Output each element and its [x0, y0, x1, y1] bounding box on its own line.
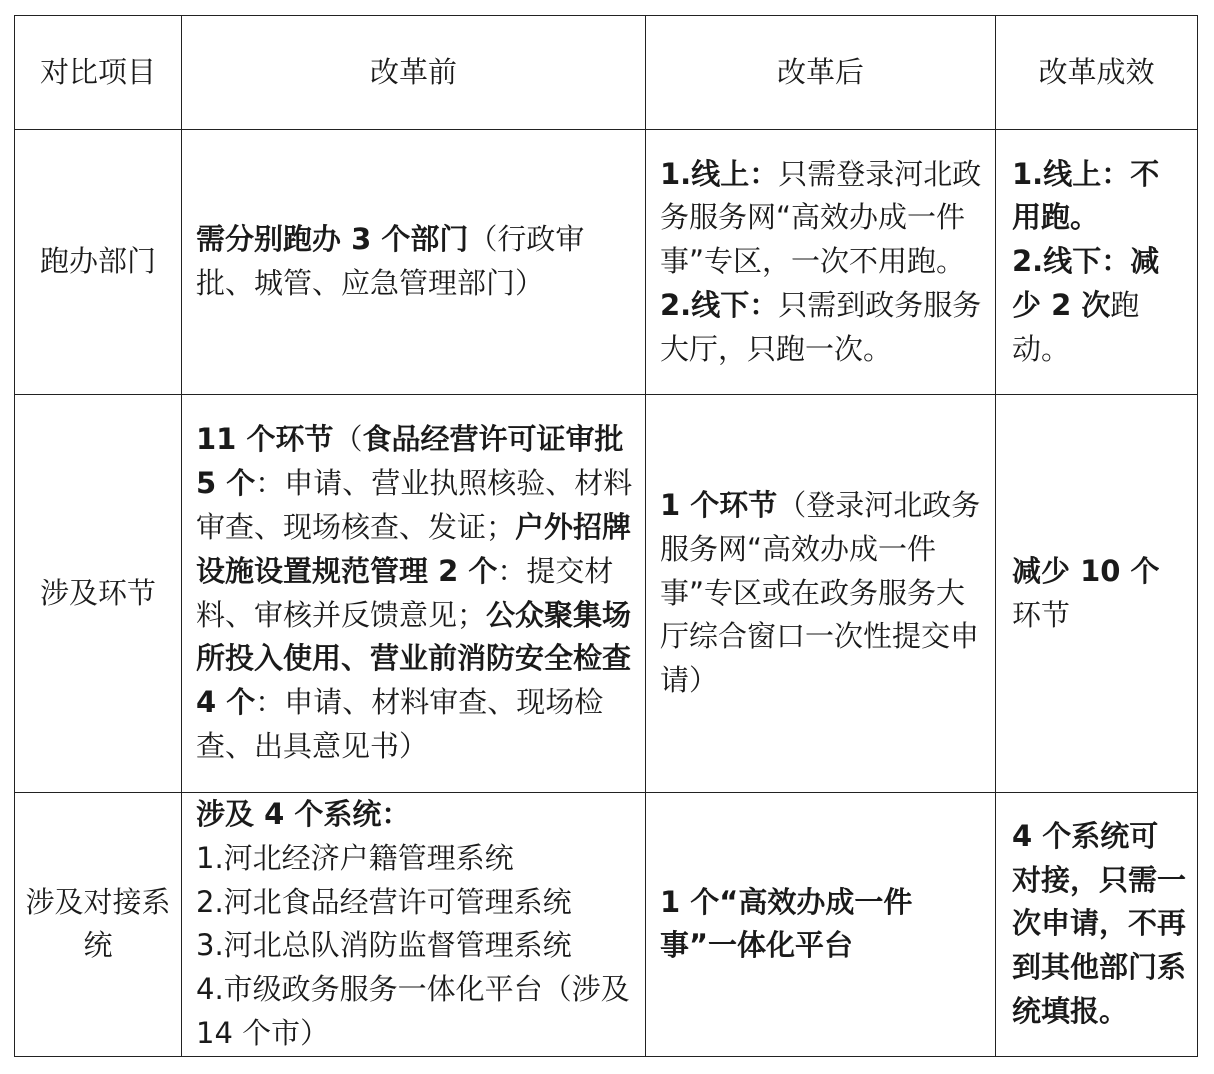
header-after: 改革后 — [646, 16, 996, 130]
after-offline-text: 只需到政务服务大厅，只跑一次。 — [660, 287, 982, 366]
effect-cell — [996, 793, 1198, 1057]
header-row — [15, 16, 1198, 130]
comparison-table — [14, 15, 1198, 1057]
before-seg: 公众聚集场所投入使用、营业前消防安全检查 4 个 — [196, 597, 632, 720]
after-cell — [646, 395, 996, 793]
effect-cell — [996, 130, 1198, 395]
before-text: （行政审批、城管、应急管理部门） — [196, 222, 585, 300]
effect-bold: 4 个系统可对接，只需一次申请，不再到其他部门系统填报。 — [1012, 818, 1187, 1029]
after-cell — [646, 130, 996, 395]
effect-offline-text: 跑动。 — [1012, 287, 1140, 366]
before-seg: ：提交材料、审核并反馈意见； — [196, 553, 614, 632]
table-row-steps — [15, 395, 1198, 793]
after-bold: 1 个环节 — [660, 488, 778, 522]
effect-offline-bold: 2.线下：减少 2 次 — [1012, 244, 1160, 322]
row-label: 跑办部门 — [15, 130, 182, 395]
before-cell — [182, 395, 646, 793]
table-row-departments — [15, 130, 1198, 395]
table-row-systems — [15, 793, 1198, 1057]
list-item: 3.河北总队消防监督管理系统 — [196, 928, 572, 963]
header-effect: 改革成效 — [996, 16, 1198, 130]
before-seg: 户外招牌设施设置规范管理 2 个 — [196, 509, 632, 588]
row-label: 涉及对接系统 — [15, 793, 182, 1057]
effect-text: 环节 — [1012, 597, 1071, 632]
after-offline — [660, 284, 985, 372]
before-bold: 需分别跑办 3 个部门 — [196, 222, 469, 257]
after-offline-label: 2.线下： — [660, 287, 779, 322]
before-seg: 食品经营许可证审批 5 个 — [196, 422, 624, 501]
effect-offline — [1012, 240, 1187, 371]
list-item: 2.河北食品经营许可管理系统 — [196, 884, 572, 919]
list-item: 4.市级政务服务一体化平台（涉及 14 个市） — [196, 972, 630, 1050]
effect-cell — [996, 395, 1198, 793]
effect-online-text: 1.线上：不用跑。 — [1012, 156, 1160, 235]
before-seg: 11 个环节 — [196, 422, 334, 457]
before-cell — [182, 130, 646, 395]
before-seg: ：申请、营业执照核验、材料审查、现场核查、发证； — [196, 466, 633, 544]
list-item: 1.河北经济户籍管理系统 — [196, 840, 514, 875]
before-cell — [182, 793, 646, 1057]
header-compare-item: 对比项目 — [15, 16, 182, 130]
before-seg: ：申请、材料审查、现场检查、出具意见书） — [196, 685, 604, 763]
after-bold: 1 个“高效办成一件事”一体化平台 — [660, 884, 913, 963]
effect-bold: 减少 10 个 — [1012, 553, 1160, 588]
row-label: 涉及环节 — [15, 395, 182, 793]
after-online-text: 只需登录河北政务服务网“高效办成一件事”专区，一次不用跑。 — [660, 156, 982, 279]
before-seg: （ — [333, 422, 363, 457]
before-title: 涉及 4 个系统： — [196, 797, 411, 831]
after-online-label: 1.线上： — [660, 156, 779, 191]
after-online — [660, 153, 985, 284]
effect-online — [1012, 153, 1187, 241]
header-before: 改革前 — [182, 16, 646, 130]
after-cell — [646, 793, 996, 1057]
after-text: （登录河北政务服务网“高效办成一件事”专区或在政务服务大厅综合窗口一次性提交申请） — [660, 488, 981, 698]
